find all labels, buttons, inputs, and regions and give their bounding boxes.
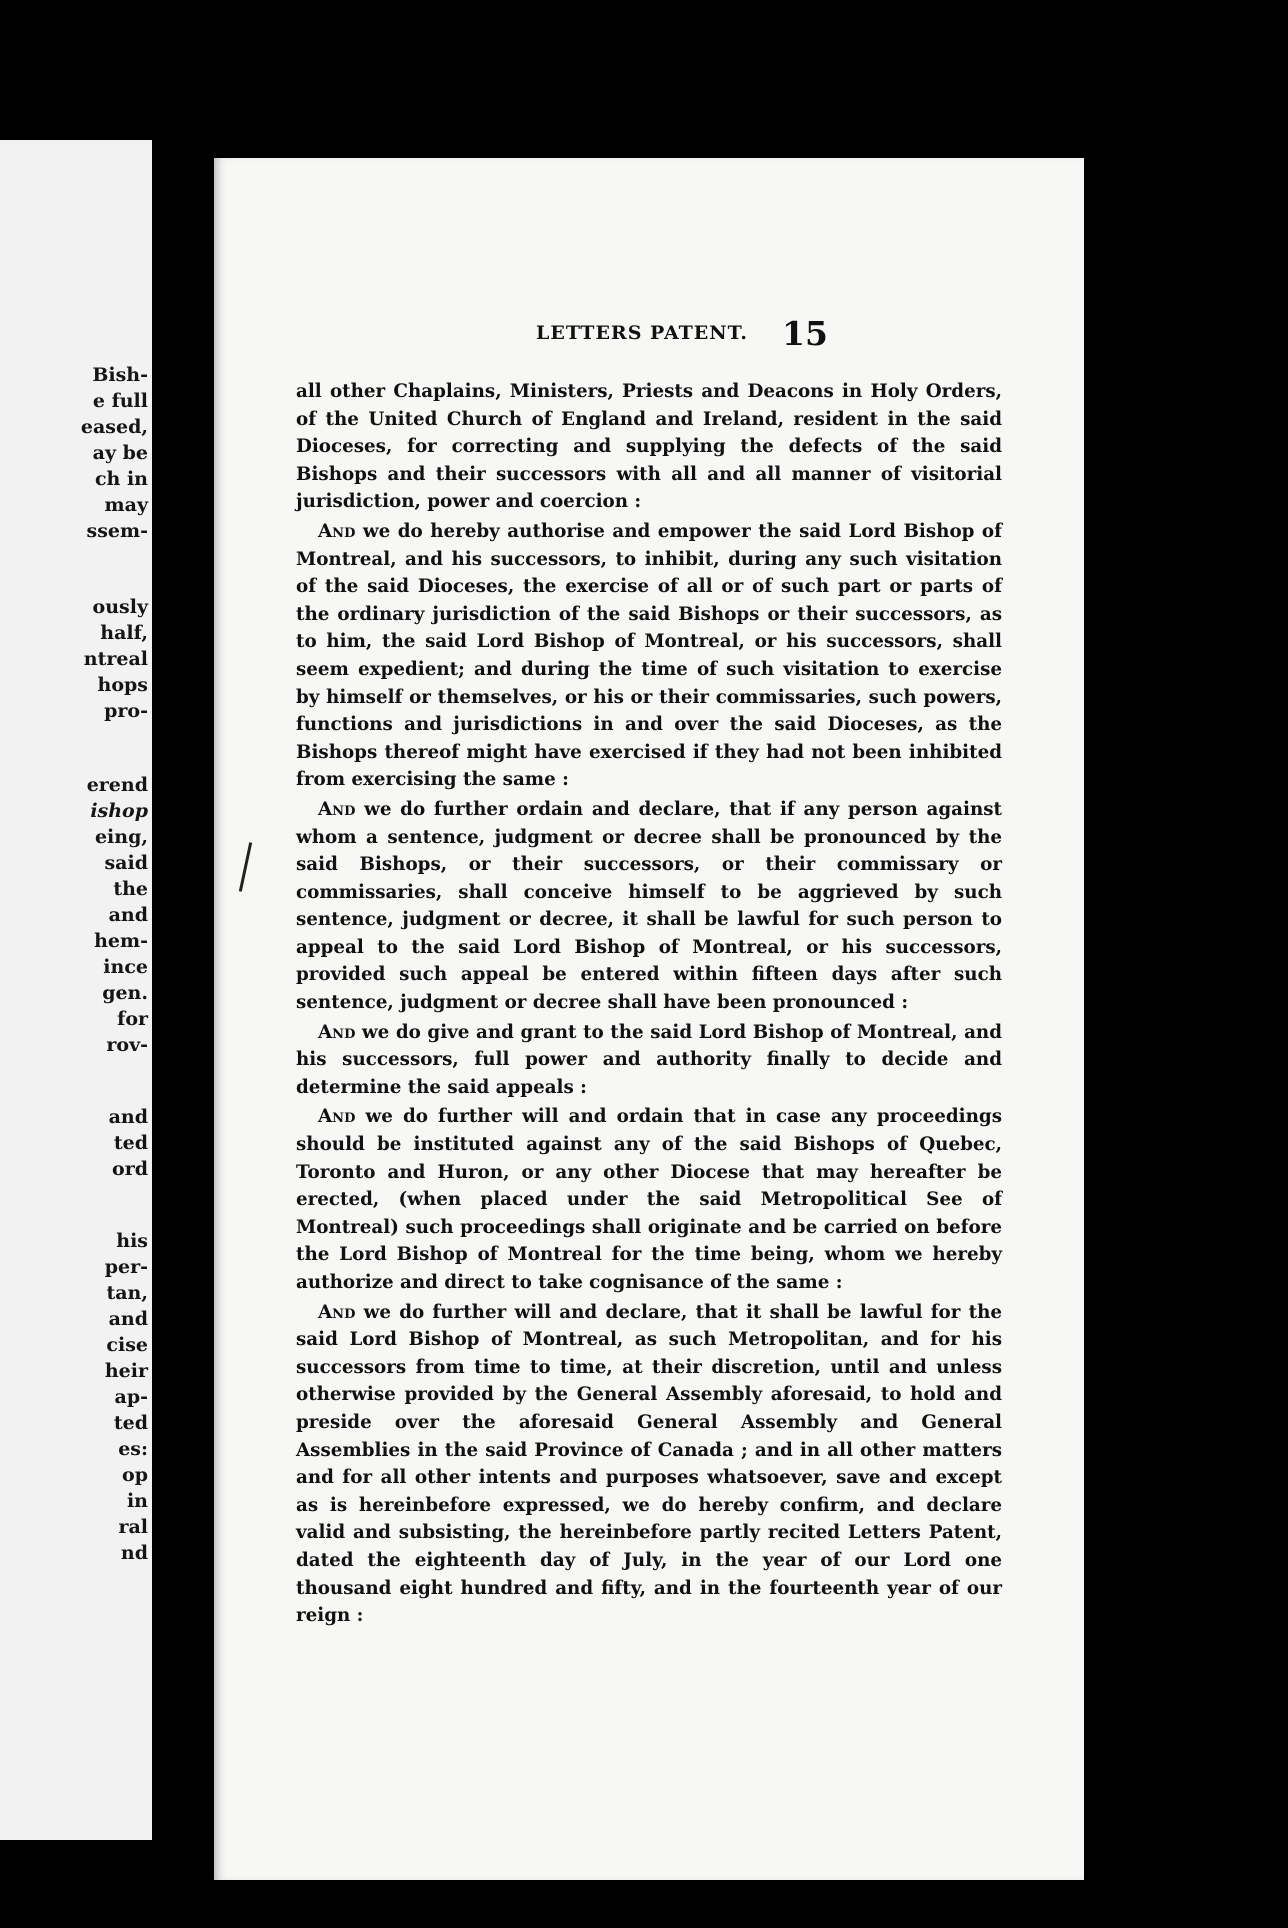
- prev-line: and: [108, 904, 148, 926]
- paragraph: [296, 1019, 1002, 1102]
- previous-page-edge: [0, 140, 152, 1840]
- prev-line: ously: [92, 596, 148, 618]
- paragraph-text: we do hereby authorise and empower the said Lord Bishop of Montreal, and his successors, to inhibit, during any such visitation of the said Dioceses, the exercise of all or of such part or parts of the ordinary jurisdiction of the said Bishops or their successors, as to him, the said Lord Bishop of Montreal, or his successors, shall seem expedient; and during the time of such visitation to exercise by himself or themselves, or his or their commissaries, such powers, functions and jurisdictions in and over the said Dioceses, as the Bishops thereof might have exercised if they had not been inhibited from exercising the same :: [296, 520, 1002, 791]
- prev-line: e full: [92, 390, 148, 412]
- prev-line: ishop: [90, 800, 148, 822]
- prev-line: ted: [113, 1412, 148, 1434]
- prev-line: eing,: [94, 826, 148, 848]
- prev-line: ral: [118, 1516, 148, 1538]
- prev-line: ap-: [114, 1386, 148, 1408]
- prev-line: and: [108, 1308, 148, 1330]
- prev-line: ince: [103, 956, 148, 978]
- prev-line: hops: [97, 674, 148, 696]
- prev-line: ssem-: [86, 520, 148, 542]
- prev-line: ted: [113, 1132, 148, 1154]
- prev-line: and: [108, 1106, 148, 1128]
- prev-line: hem-: [94, 930, 148, 952]
- prev-line: eased,: [80, 416, 148, 438]
- paragraph: [296, 378, 1002, 516]
- prev-line: ay be: [92, 442, 148, 464]
- paragraph: [296, 1299, 1002, 1630]
- prev-line: cise: [106, 1334, 148, 1356]
- paragraph: [296, 518, 1002, 794]
- prev-line: the: [113, 878, 148, 900]
- prev-line: tan,: [106, 1282, 148, 1304]
- prev-line: es:: [118, 1438, 148, 1460]
- paragraph-text: all other Chaplains, Ministers, Priests and Deacons in Holy Orders, of the United Church of England and Ireland, resident in the said Dioceses, for correcting and supplying the defects of the said Bishops and their successors with all and all manner of visitorial jurisdiction, power and coercion :: [296, 381, 1002, 513]
- prev-line: pro-: [104, 700, 148, 722]
- page-header: [214, 314, 1084, 358]
- prev-line: his: [116, 1230, 148, 1252]
- prev-line: gen.: [102, 982, 148, 1004]
- prev-line: ntreal: [83, 648, 148, 670]
- document-page: [214, 158, 1084, 1880]
- prev-line: nd: [120, 1542, 148, 1564]
- paragraph-lead: And: [318, 520, 356, 542]
- paragraph-text: we do further will and ordain that in case any proceedings should be instituted against any of the said Bishops of Quebec, Toronto and Huron, or any other Diocese that may hereafter be erected, (when placed under the said Metropolitical See of Montreal) such proceedings shall originate and be carried on before the Lord Bishop of Montreal for the time being, whom we hereby authorize and direct to take cognisance of the same :: [296, 1106, 1002, 1293]
- prev-line: in: [126, 1490, 148, 1512]
- paragraph-lead: And: [318, 1301, 356, 1323]
- paragraph-text: we do further ordain and declare, that if any person against whom a sentence, judgment or decree shall be pronounced by the said Bishops, or their successors, or their commissary or commissaries, shall conceive himself to be aggrieved by such sentence, judgment or decree, it shall be lawful for such person to appeal to the said Lord Bishop of Montreal, or his successors, provided such appeal be entered within fifteen days after such sentence, judgment or decree shall have been pronounced :: [296, 798, 1002, 1014]
- page-number: 15: [782, 314, 828, 353]
- prev-line: erend: [86, 774, 148, 796]
- paragraph-lead: And: [318, 1021, 356, 1043]
- prev-line: ch in: [94, 468, 148, 490]
- paragraph-text: we do further will and declare, that it shall be lawful for the said Lord Bishop of Montreal, as such Metropolitan, and for his successors from time to time, at their discretion, until and unless otherwise provided by the General Assembly aforesaid, to hold and preside over the aforesaid General Assembly and General Assemblies in the said Province of Canada ; and in all other matters and for all other intents and purposes whatsoever, save and except as is hereinbefore expressed, we do hereby confirm, and declare valid and subsisting, the hereinbefore partly recited Letters Patent, dated the eighteenth day of July, in the year of our Lord one thousand eight hundred and fifty, and in the fourteenth year of our reign :: [296, 1301, 1002, 1627]
- prev-line: may: [104, 494, 148, 516]
- paragraph: [296, 1103, 1002, 1296]
- paragraph-lead: And: [318, 1106, 356, 1128]
- prev-line: ord: [112, 1158, 148, 1180]
- paragraph: [296, 796, 1002, 1017]
- prev-line: for: [117, 1008, 148, 1030]
- body-text: [296, 378, 1002, 1630]
- paragraph-text: we do give and grant to the said Lord Bishop of Montreal, and his successors, full power and authority finally to decide and determine the said appeals :: [296, 1021, 1002, 1098]
- paragraph-lead: And: [318, 798, 356, 820]
- prev-line: op: [122, 1464, 148, 1486]
- prev-line: per-: [104, 1256, 148, 1278]
- prev-line: said: [104, 852, 148, 874]
- prev-line: rov-: [106, 1034, 148, 1056]
- prev-line: half,: [100, 622, 148, 644]
- prev-line: heir: [104, 1360, 148, 1382]
- prev-line: Bish-: [92, 364, 148, 386]
- running-title: LETTERS PATENT.: [536, 322, 748, 344]
